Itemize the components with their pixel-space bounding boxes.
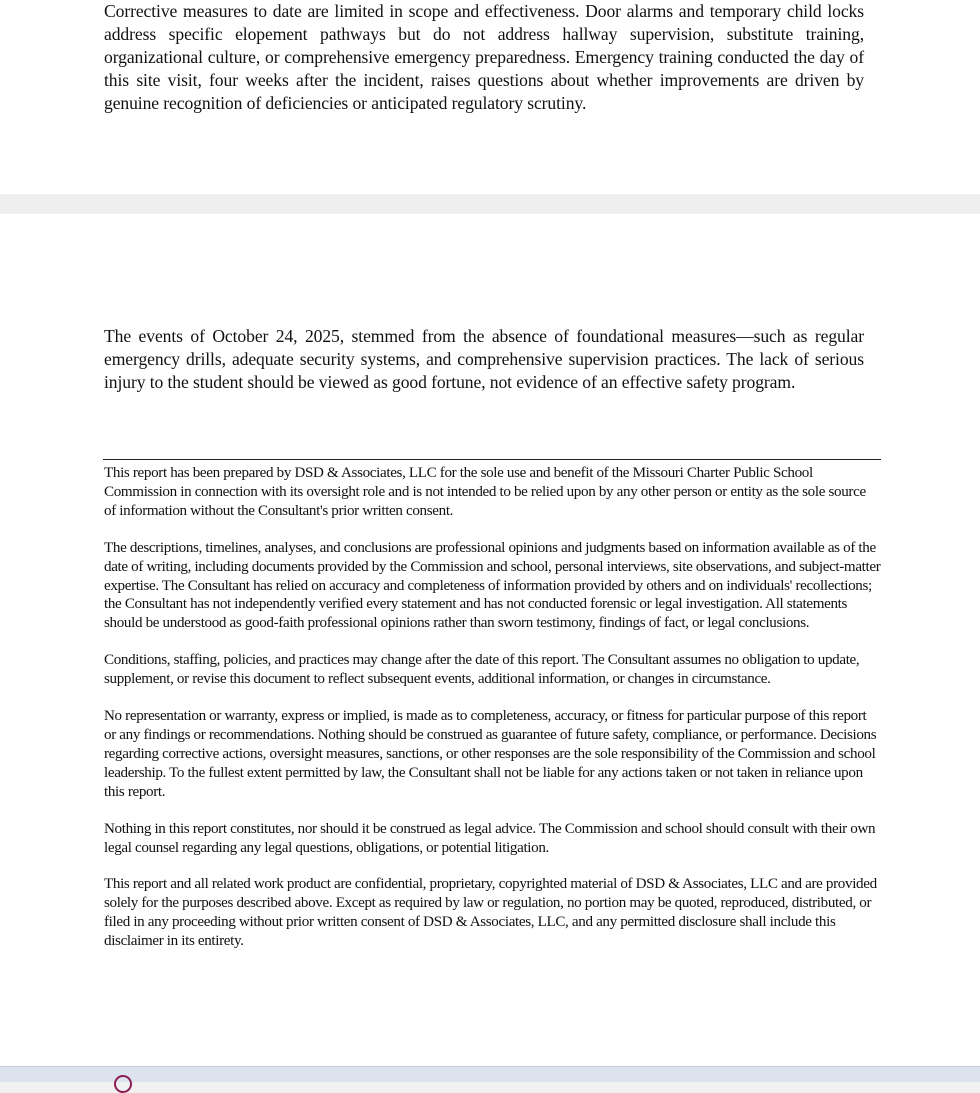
taskbar	[0, 1066, 980, 1082]
disclaimer-paragraph: The descriptions, timelines, analyses, and conclusions are professional opinions and judgments based on information available as of the date of writing, including documents provided by the Commission and school, personal interviews, site observations, and subject-matter expertise. The Consultant has relied on accuracy and completeness of information provided by others and on individuals' recollections; the Consultant has not independently verified every statement and has not conducted forensic or legal investigation. All statements should be understood as good-faith professional opinions rather than sworn testimony, findings of fact, or legal conclusions.	[104, 539, 881, 632]
document-page-1	[0, 0, 980, 194]
page-separator	[0, 194, 980, 214]
disclaimer-paragraph: No representation or warranty, express or implied, is made as to completeness, accuracy, or fitness for particular purpose of this report or any findings or recommendations. Nothing should be construed as guarantee of future safety, compliance, or performance. Decisions regarding corrective actions, oversight measures, sanctions, or other responses are the sole responsibility of the Commission and school leadership. To the fullest extent permitted by law, the Consultant shall not be liable for any actions taken or not taken in reliance upon this report.	[104, 708, 877, 800]
app-circle-icon[interactable]	[114, 1075, 132, 1093]
disclaimer-paragraph: Conditions, staffing, policies, and practices may change after the date of this report. The Consultant assumes no obligation to update, supplement, or revise this document to reflect subsequent events, additional information, or changes in circumstance.	[104, 652, 860, 688]
disclaimer-paragraph: This report and all related work product are confidential, proprietary, copyrighted material of DSD & Associates, LLC and are provided solely for the purposes described above. Except as required by law or regulation, no portion may be quoted, reproduced, distributed, or filed in any proceeding without prior written consent of DSD & Associates, LLC, and any permitted disclosure shall include this disclaimer in its entirety.	[104, 876, 877, 950]
document-page-2	[0, 214, 980, 1066]
paragraph-corrective-measures: Corrective measures to date are limited in scope and effectiveness. Door alarms and temporary child locks address specific elopement pathways but do not address hallway supervision, substitute training, organizational culture, or comprehensive emergency preparedness. Emergency training conducted the day of this site visit, four weeks after the incident, raises questions about whether improvements are driven by genuine recognition of deficiencies or anticipated regulatory scrutiny.	[104, 1, 864, 113]
disclaimer-paragraph: Nothing in this report constitutes, nor should it be construed as legal advice. The Commission and school should consult with their own legal counsel regarding any legal questions, obligations, or potential litigation.	[104, 820, 876, 856]
disclaimer-paragraph: This report has been prepared by DSD & Associates, LLC for the sole use and benefit of the Missouri Charter Public School Commission in connection with its oversight role and is not intended to be relied upon by any other person or entity as the sole source of information without the Consultant's prior written consent.	[104, 465, 866, 519]
disclaimer-section	[103, 459, 881, 969]
paragraph-events-conclusion: The events of October 24, 2025, stemmed from the absence of foundational measures—such as regular emergency drills, adequate security systems, and comprehensive supervision practices. The lack of serious injury to the student should be viewed as good fortune, not evidence of an effective safety program.	[104, 326, 864, 392]
